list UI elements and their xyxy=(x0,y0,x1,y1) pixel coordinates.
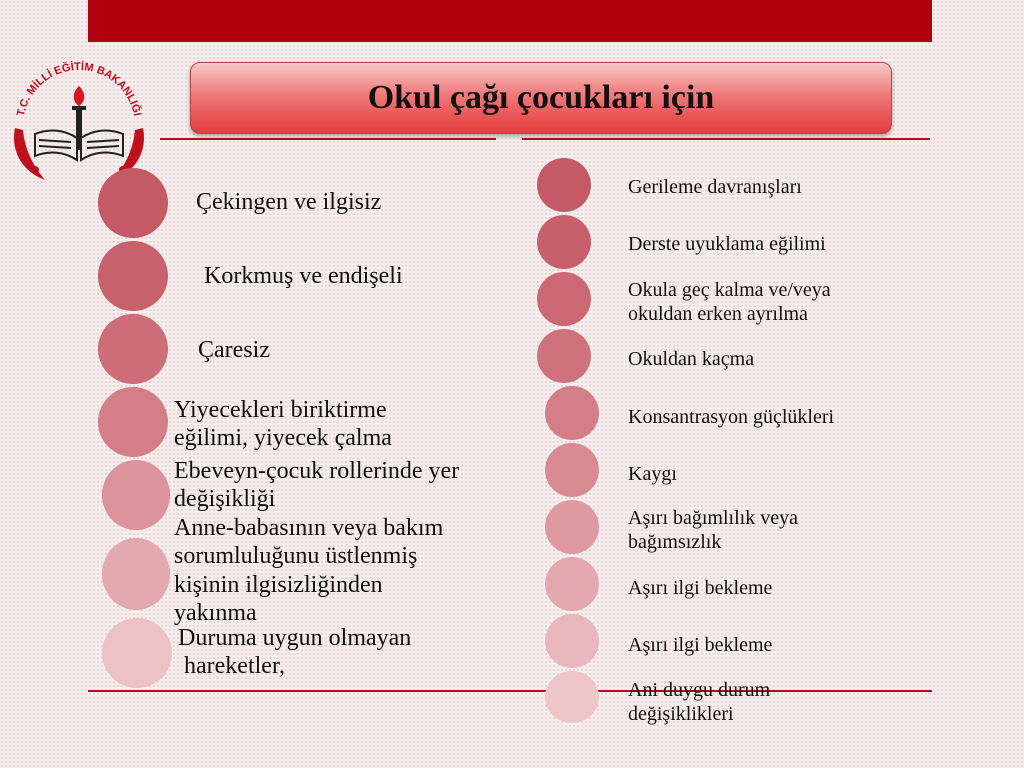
list-item: Anne-babasının veya bakım sorumluluğunu üstlenmiş kişinin ilgisizliğinden yakınma xyxy=(174,515,444,626)
bullet-circle xyxy=(537,329,591,383)
bullet-circle xyxy=(98,168,168,238)
divider-top-right xyxy=(522,138,930,140)
bullet-circle xyxy=(545,500,599,554)
torch-icon xyxy=(72,86,86,150)
bullet-circle xyxy=(545,671,599,723)
list-item: Kaygı xyxy=(628,463,677,485)
list-item: Yiyecekleri biriktirme eğilimi, yiyecek çalma xyxy=(174,397,392,452)
bullet-circle xyxy=(545,443,599,497)
list-item: Gerileme davranışları xyxy=(628,176,802,198)
bullet-circle xyxy=(102,460,170,530)
bullet-circle xyxy=(98,241,168,311)
list-item: Aşırı ilgi bekleme xyxy=(628,577,773,599)
bullet-circle xyxy=(537,215,591,269)
list-item: Derste uyuklama eğilimi xyxy=(628,233,826,255)
list-item: Duruma uygun olmayan hareketler, xyxy=(178,625,412,680)
ministry-logo xyxy=(5,48,153,188)
bullet-circle xyxy=(98,387,168,457)
divider-bottom xyxy=(88,690,932,692)
list-item: Aşırı bağımlılık veya bağımsızlık xyxy=(628,507,798,554)
bullet-circle xyxy=(545,614,599,668)
list-item: Çaresiz xyxy=(198,337,270,363)
page-title: Okul çağı çocukları için xyxy=(367,79,715,116)
bullet-circle xyxy=(102,538,170,610)
list-item: Aşırı ilgi bekleme xyxy=(628,634,773,656)
bullet-circle xyxy=(537,158,591,212)
list-item: Korkmuş ve endişeli xyxy=(204,263,403,289)
bullet-circle xyxy=(545,557,599,611)
divider-top-left xyxy=(160,138,496,140)
bullet-circle xyxy=(537,272,591,326)
bullet-circle xyxy=(545,386,599,440)
top-accent-bar xyxy=(88,0,932,42)
list-item: Ani duygu durum değişiklikleri xyxy=(628,679,771,726)
bullet-circle xyxy=(102,618,172,688)
title-banner xyxy=(190,62,892,134)
list-item: Okula geç kalma ve/veya okuldan erken ayrılma xyxy=(628,279,831,326)
list-item: Konsantrasyon güçlükleri xyxy=(628,406,835,428)
list-item: Okuldan kaçma xyxy=(628,348,755,370)
logo-text: T.C. MİLLİ EĞİTİM BAKANLIĞI xyxy=(14,60,144,118)
list-item: Çekingen ve ilgisiz xyxy=(196,189,382,215)
list-item: Ebeveyn-çocuk rollerinde yer değişikliği xyxy=(174,458,460,513)
bullet-circle xyxy=(98,314,168,384)
